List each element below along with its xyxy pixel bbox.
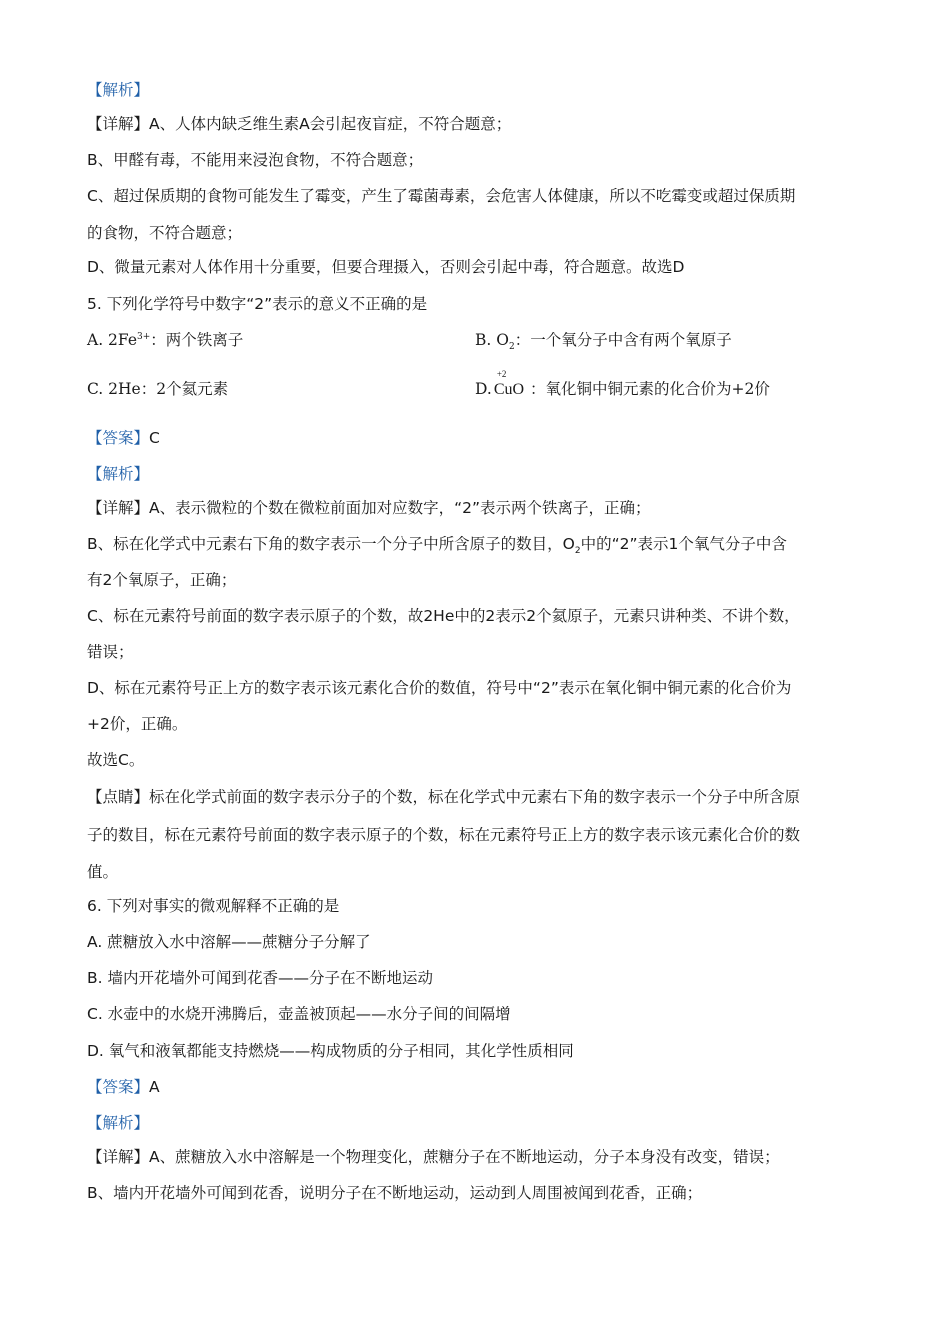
q5-note-line1: 【点睛】标在化学式前面的数字表示分子的个数，标在化学式中元素右下角的数字表示一个分子中所含原 bbox=[87, 788, 801, 806]
q6-detail-a: 【详解】A、蔗糖放入水中溶解是一个物理变化，蔗糖分子在不断地运动，分子本身没有改变，错误； bbox=[87, 1148, 780, 1166]
detail-c-line2: 的食物，不符合题意； bbox=[87, 224, 243, 242]
question-6: 6. 下列对事实的微观解释不正确的是 bbox=[87, 897, 340, 915]
detail-b: B、甲醛有毒，不能用来浸泡食物，不符合题意； bbox=[87, 151, 424, 169]
q5-option-c: C. 2He：2个氦元素 bbox=[87, 380, 229, 398]
q6-option-c: C. 水壶中的水烧开沸腾后，壶盖被顶起——水分子间的间隔增 bbox=[87, 1005, 511, 1023]
q5-note-line2: 子的数目，标在元素符号前面的数字表示原子的个数，标在元素符号正上方的数字表示该元素化合价的数 bbox=[87, 826, 801, 844]
q5-note-line3: 值。 bbox=[87, 863, 119, 881]
valence-label: +2 bbox=[496, 369, 507, 379]
detail-tag: 【详解】 bbox=[87, 499, 150, 517]
question-5: 5. 下列化学符号中数字“2”表示的意义不正确的是 bbox=[87, 295, 428, 313]
detail-a: 【详解】A、人体内缺乏维生素A会引起夜盲症，不符合题意； bbox=[87, 115, 512, 133]
q6-option-a: A. 蔗糖放入水中溶解——蔗糖分子分解了 bbox=[87, 933, 371, 951]
detail-c-line1: C、超过保质期的食物可能发生了霉变，产生了霉菌毒素，会危害人体健康，所以不吃霉变或超过保质期 bbox=[87, 187, 796, 205]
q5-conclusion: 故选C。 bbox=[87, 751, 145, 769]
detail-tag: 【详解】 bbox=[87, 115, 150, 133]
q6-option-d: D. 氧气和液氧都能支持燃烧——构成物质的分子相同，其化学性质相同 bbox=[87, 1042, 574, 1060]
q5-option-b: B. $O_2$：一个氧分子中含有两个氧原子 bbox=[475, 331, 732, 353]
q5-option-d: D. +2 CuO ：氧化铜中铜元素的化合价为+2价 bbox=[475, 379, 895, 400]
answer-tag: 【答案】 bbox=[87, 429, 150, 447]
q5-detail-c-line2: 错误； bbox=[87, 643, 134, 661]
answer-tag: 【答案】 bbox=[87, 1078, 150, 1096]
q5-detail-d-line1: D、标在元素符号正上方的数字表示该元素化合价的数值，符号中“2”表示在氧化铜中铜元素的化合价为 bbox=[87, 679, 792, 697]
q5-answer: 【答案】C bbox=[87, 429, 160, 447]
cuo-formula: +2 CuO bbox=[494, 380, 524, 400]
q6-detail-b: B、墙内开花墙外可闻到花香，说明分子在不断地运动，运动到人周围被闻到花香，正确； bbox=[87, 1184, 703, 1202]
detail-tag: 【详解】 bbox=[87, 1148, 150, 1166]
q5-option-a: A. $2Fe^{3+}$：两个铁离子 bbox=[87, 331, 244, 349]
note-tag: 【点睛】 bbox=[87, 788, 150, 806]
q5-detail-a: 【详解】A、表示微粒的个数在微粒前面加对应数字，“2”表示两个铁离子，正确； bbox=[87, 499, 651, 517]
q5-detail-b-line2: 有2个氧原子，正确； bbox=[87, 571, 237, 589]
q5-detail-c-line1: C、标在元素符号前面的数字表示原子的个数，故2He中的2表示2个氦原子，元素只讲种类、不讲个数， bbox=[87, 607, 800, 625]
detail-d: D、微量元素对人体作用十分重要，但要合理摄入，否则会引起中毒，符合题意。故选D bbox=[87, 258, 685, 276]
q6-analysis-heading: 【解析】 bbox=[87, 1114, 150, 1132]
q5-analysis-heading: 【解析】 bbox=[87, 465, 150, 483]
q5-detail-d-line2: +2价，正确。 bbox=[87, 715, 188, 733]
analysis-heading: 【解析】 bbox=[87, 81, 150, 99]
q6-answer: 【答案】A bbox=[87, 1078, 160, 1096]
q5-detail-b-line1: B、标在化学式中元素右下角的数字表示一个分子中所含原子的数目，$O_2$中的“2”表示1个氧气分子中含 bbox=[87, 535, 787, 557]
q6-option-b: B. 墙内开花墙外可闻到花香——分子在不断地运动 bbox=[87, 969, 433, 987]
